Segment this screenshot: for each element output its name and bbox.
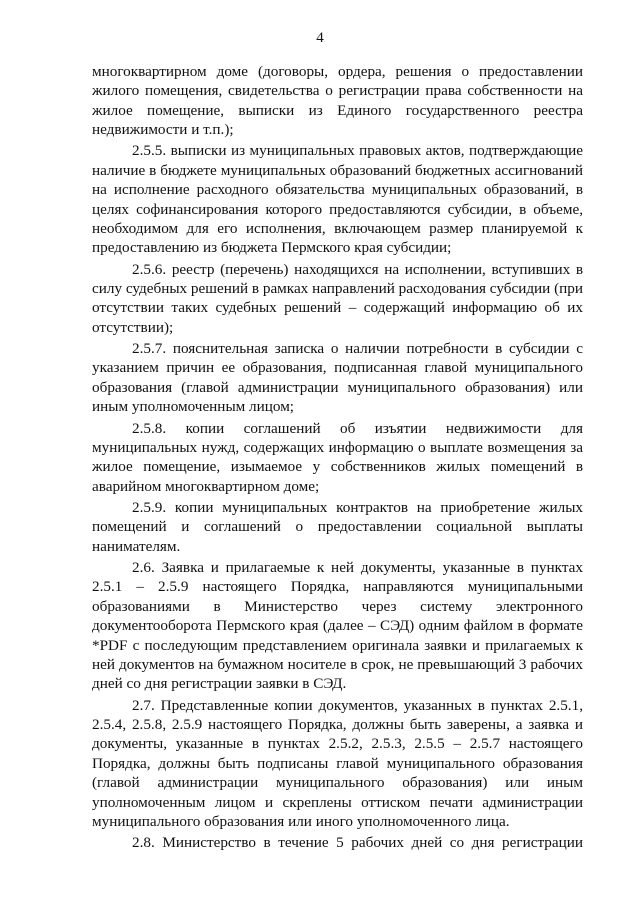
document-body [92, 62, 583, 854]
paragraph-2-5-9: 2.5.9. копии муниципальных контрактов на приобретение жилых помещений и соглашений о предоставлении социальной выплаты нанимателям. [92, 498, 583, 555]
paragraph-2-5-8: 2.5.8. копии соглашений об изъятии недвижимости для муниципальных нужд, содержащих информацию о выплате возмещения за жилое помещение, изымаемое у собственников жилых помещений в аварийном многоквартирном доме; [92, 419, 583, 495]
paragraph-2-5-5: 2.5.5. выписки из муниципальных правовых актов, подтверждающие наличие в бюджете муниципальных образований бюджетных ассигнований на исполнение расходного обязательства муниципальных образований, в целях софинансирования которого предоставляются субсидии, в объеме, необходимом для его исполнения, включающем размер планируемой к предоставлению из бюджета Пермского края субсидии; [92, 142, 583, 257]
paragraph-2-6: 2.6. Заявка и прилагаемые к ней документы, указанные в пунктах 2.5.1 – 2.5.9 настоящего Порядка, направляются муниципальными образованиями в Министерство через систему электронного документооборота Пермского края (далее – СЭД) одним файлом в формате *PDF с последующим представлением оригинала заявки и прилагаемых к ней документов на бумажном носителе в срок, не превышающий 3 рабочих дней со дня регистрации заявки в СЭД. [92, 558, 583, 693]
paragraph-2-5-7: 2.5.7. пояснительная записка о наличии потребности в субсидии с указанием причин ее образования, подписанная главой муниципального образования (главой администрации муниципального образования) или иным уполномоченным лицом; [92, 340, 583, 416]
paragraph-2-5-6: 2.5.6. реестр (перечень) находящихся на исполнении, вступивших в силу судебных решений в рамках направлений расходования субсидии (при отсутствии таких судебных решений – содержащий информацию об их отсутствии); [92, 260, 584, 336]
page-number: 4 [316, 30, 324, 46]
paragraph-continuation: многоквартирном доме (договоры, ордера, решения о предоставлении жилого помещения, свидетельства о регистрации права собственности на жилое помещение, выписки из Единого государственного реестра недвижимости и т.п.); [92, 63, 583, 139]
paragraph-2-8: 2.8. Министерство в течение 5 рабочих дней со дня регистрации [132, 834, 583, 852]
paragraph-2-7: 2.7. Представленные копии документов, указанных в пунктах 2.5.1, 2.5.4, 2.5.8, 2.5.9 настоящего Порядка, должны быть заверены, а заявка и документы, указанные в пунктах 2.5.2, 2.5.3, 2.5.5 – 2.5.7 настоящего Порядка, должны быть подписаны главой муниципального образования (главой администрации муниципального образования) или иным уполномоченным лицом и скреплены оттиском печати администрации муниципального образования или иного уполномоченного лица. [92, 696, 583, 831]
